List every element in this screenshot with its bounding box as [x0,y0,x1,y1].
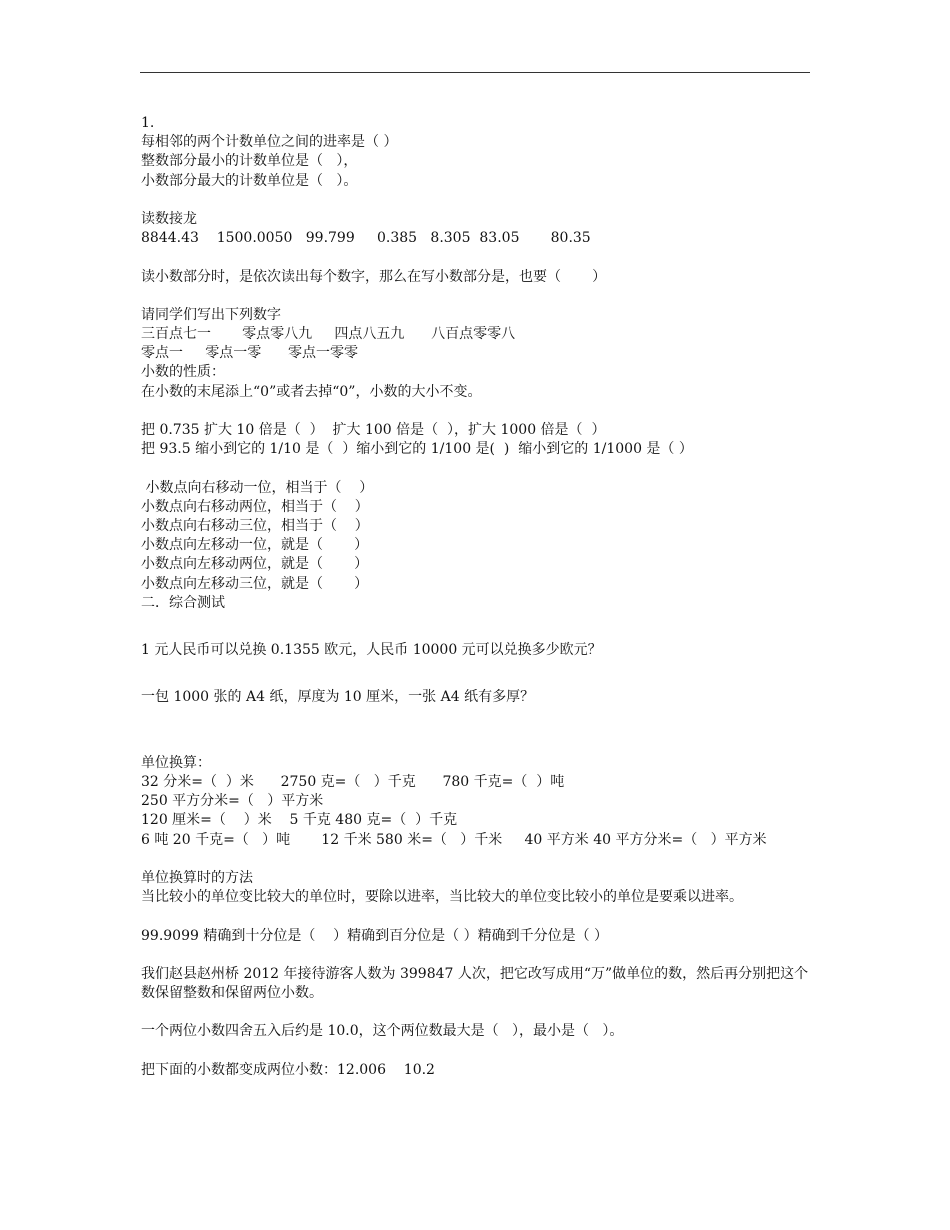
scaling-line-2: 把 93.5 缩小到它的 1/10 是（ ）缩小到它的 1/100 是( ) 缩小到它的 1/1000 是（ ） [141,441,693,458]
point-move-right-1: 小数点向右移动一位，相当于（ ） [141,479,374,496]
point-move-left-3: 小数点向左移动三位，就是（ ） [141,575,369,592]
spacer [141,727,811,754]
spacer [141,248,811,267]
spacer [141,708,811,727]
spacer [141,287,811,306]
units-title: 单位换算： [141,754,211,771]
spacer [141,660,811,679]
visitors-question: 我们赵县赵州桥 2012 年接待游客人数为 399847 人次，把它改写成用“万”做单位的数，然后再分别把这个数保留整数和保留两位小数。 [141,965,809,1002]
spacer [141,679,811,688]
problem-paper: 一包 1000 张的 A4 纸，厚度为 10 厘米，一张 A4 纸有多厚？ [141,689,535,706]
spacer [141,946,811,965]
writing-title: 请同学们写出下列数字 [141,306,281,323]
rounding-question: 99.9099 精确到十分位是（ ）精确到百分位是（ ）精确到千分位是（ ） [141,927,609,944]
property-title: 小数的性质： [141,364,225,381]
section-2-title: 二．综合测试 [141,594,225,611]
units-row-1: 32 分米=（ ）米 2750 克=（ ）千克 780 千克=（ ）吨 [141,774,565,790]
question-integer-smallest-unit: 整数部分最小的计数单位是（ ）， [141,153,358,170]
units-row-4: 6 吨 20 千克=（ ）吨 12 千米 580 米=（ ）千米 40 平方米 40 平方分米=（ ）平方米 [141,831,767,848]
spacer [141,907,811,926]
spacer [141,632,811,641]
unit-method-title: 单位换算时的方法 [141,869,253,886]
units-row-2: 250 平方分米=（ ）平方米 [141,793,324,810]
document-body [141,114,811,1080]
spacer [141,1003,811,1022]
point-move-right-3: 小数点向右移动三位，相当于（ ） [141,517,369,534]
section-1-number: 1. [141,115,155,131]
reading-rule: 读小数部分时，是依次读出每个数字，那么在写小数部分是，也要（ ） [141,268,607,285]
property-text: 在小数的末尾添上“0”或者去掉“0”，小数的大小不变。 [141,383,482,400]
convert-question: 把下面的小数都变成两位小数：12.006 10.2 [141,1061,435,1078]
question-progression-rate: 每相邻的两个计数单位之间的进率是（ ） [141,134,398,151]
spacer [141,850,811,869]
spacer [141,191,811,210]
reading-title: 读数接龙 [141,210,197,227]
reading-numbers: 8844.43 1500.0050 99.799 0.385 8.305 83.05 80.35 [141,230,591,247]
units-row-3: 120 厘米=（ ）米 5 千克 480 克=（ ）千克 [141,812,458,829]
spacer [141,402,811,421]
point-move-left-2: 小数点向左移动两位，就是（ ） [141,556,369,573]
problem-exchange: 1 元人民币可以兑换 0.1355 欧元，人民币 10000 元可以兑换多少欧元？ [141,642,602,659]
two-digit-question: 一个两位小数四舍五入后约是 10.0，这个两位数最大是（ ），最小是（ ）。 [141,1023,624,1040]
unit-method-text: 当比较小的单位变比较大的单位时，要除以进率，当比较大的单位变比较小的单位是要乘以进率。 [141,889,743,906]
point-move-left-1: 小数点向左移动一位，就是（ ） [141,537,369,554]
header-rule [140,72,810,73]
question-decimal-largest-unit: 小数部分最大的计数单位是（ ）。 [141,172,358,189]
spacer [141,459,811,478]
writing-row-2: 零点一 零点一零 零点一零零 [141,345,358,362]
spacer [141,613,811,632]
writing-row-1: 三百点七一 零点零八九 四点八五九 八百点零零八 [141,326,516,343]
spacer [141,1042,811,1061]
scaling-line-1: 把 0.735 扩大 10 倍是（ ） 扩大 100 倍是（ ），扩大 1000 倍是（ ） [141,422,606,438]
point-move-right-2: 小数点向右移动两位，相当于（ ） [141,498,369,515]
